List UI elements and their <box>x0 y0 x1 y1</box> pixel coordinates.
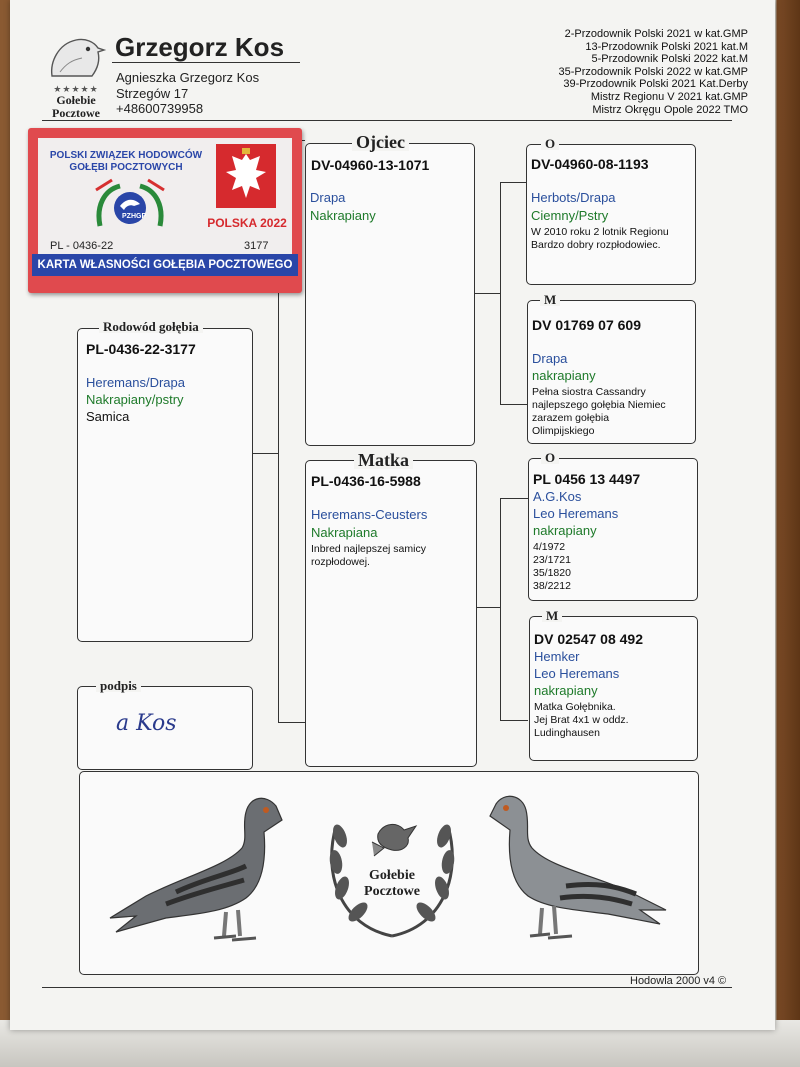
achievement-item: Mistrz Okręgu Opole 2022 TMO <box>592 103 748 116</box>
pigeon-legend: Rodowód gołębia <box>99 320 203 333</box>
logo-stars: ★★★★★ <box>53 84 99 94</box>
breeder-name: Grzegorz Kos <box>115 32 285 62</box>
connector-pigeon <box>251 453 278 454</box>
card-badge: PZHGP <box>122 213 147 220</box>
connector-father-h <box>473 293 500 294</box>
pigeon-right-icon <box>476 786 672 954</box>
mf-result: 38/2212 <box>533 580 571 592</box>
footer-divider <box>42 987 732 988</box>
mother-box <box>305 460 477 767</box>
pigeon-head-icon <box>42 32 110 80</box>
ff-ring: DV-04960-08-1193 <box>531 156 649 172</box>
mf-breeder: A.G.Kos <box>533 489 582 504</box>
pigeon-left-icon <box>106 786 296 954</box>
mf-result: 35/1820 <box>533 567 571 579</box>
fm-note-line: Olimpijskiego <box>532 425 595 437</box>
mf-result: 23/1721 <box>533 554 571 566</box>
father-box <box>305 143 475 446</box>
signature: a Kos <box>116 711 177 736</box>
mf-color: nakrapiany <box>533 523 597 538</box>
connector-father-vertical <box>500 182 501 404</box>
ff-note-line: W 2010 roku 2 lotnik Regionu <box>531 226 669 238</box>
pigeon-box <box>77 328 253 642</box>
connector-mf <box>500 498 528 499</box>
card-org-line2: GOŁĘBI POCZTOWYCH <box>69 162 183 173</box>
pigeon-strain: Heremans/Drapa <box>86 375 185 390</box>
fm-ring: DV 01769 07 609 <box>532 317 641 333</box>
mm-note-line: Jej Brat 4x1 w oddz. <box>534 714 629 726</box>
fm-note-line: najlepszego gołębia Niemiec <box>532 399 666 411</box>
connector-mother-h <box>473 607 500 608</box>
mm-ring: DV 02547 08 492 <box>534 631 643 647</box>
fm-box <box>527 300 696 444</box>
connector-mm <box>500 720 528 721</box>
mother-ring: PL-0436-16-5988 <box>311 473 421 489</box>
connector-fm <box>500 404 527 405</box>
mm-note-line: Matka Gołębnika. <box>534 701 616 713</box>
ff-color: Ciemny/Pstry <box>531 208 609 223</box>
mother-legend: Matka <box>354 451 413 469</box>
banner-text-line2: Pocztowe <box>364 884 420 899</box>
pzhgp-emblem-icon <box>90 176 170 236</box>
header-underline <box>112 62 300 63</box>
mf-result: 4/1972 <box>533 541 566 553</box>
fm-note-line: zarazem gołębia <box>532 412 610 424</box>
pigeon-ring: PL-0436-22-3177 <box>86 341 196 357</box>
mm-note-line: Ludinghausen <box>534 727 600 739</box>
mm-box <box>529 616 698 761</box>
connector-main-to-mother <box>278 722 305 723</box>
card-panel <box>38 138 292 260</box>
achievement-item: 5-Przodownik Polski 2022 kat.M <box>591 53 748 66</box>
card-ring-right: 3177 <box>244 240 269 252</box>
laurel-wreath-icon <box>312 786 472 946</box>
pigeon-color: Nakrapiany/pstry <box>86 392 184 407</box>
card-ring-left: PL - 0436-22 <box>50 240 114 252</box>
logo-text-line1: Gołebie <box>56 93 96 107</box>
signature-legend: podpis <box>96 679 141 692</box>
achievement-item: 2-Przodownik Polski 2021 w kat.GMP <box>564 28 748 40</box>
ff-note-line: Bardzo dobry rozpłodowiec. <box>531 239 661 251</box>
achievement-item: 35-Przodownik Polski 2022 w kat.GMP <box>558 65 748 78</box>
banner-box <box>79 771 699 975</box>
breeder-logo <box>42 32 110 120</box>
connector-ff <box>500 182 526 183</box>
fm-color: nakrapiany <box>532 368 596 383</box>
card-org-line1: POLSKI ZWIĄZEK HODOWCÓW <box>49 150 203 161</box>
signature-box <box>77 686 253 770</box>
achievement-item: 13-Przodownik Polski 2021 kat.M <box>585 40 748 53</box>
achievement-item: 39-Przodownik Polski 2021 Kat.Derby <box>563 78 748 91</box>
father-legend: Ojciec <box>352 133 409 151</box>
phone: +48600739958 <box>116 101 204 116</box>
fm-strain: Drapa <box>532 351 568 366</box>
mf-strain: Leo Heremans <box>533 506 619 521</box>
banner-text-line1: Gołebie <box>369 868 415 883</box>
polish-eagle-icon <box>216 144 276 208</box>
mf-legend: O <box>541 451 559 464</box>
mm-legend: M <box>542 609 562 622</box>
mm-breeder: Hemker <box>534 649 580 664</box>
father-ring: DV-04960-13-1071 <box>311 157 430 173</box>
card-country-year: POLSKA 2022 <box>207 216 287 230</box>
connector-mother-vertical <box>500 498 501 720</box>
address: Strzegów 17 <box>116 86 189 101</box>
fm-legend: M <box>540 293 560 306</box>
mother-note: Inbred najlepszej samicy rozpłodowej. <box>311 543 426 568</box>
software-credit: Hodowla 2000 v4 © <box>630 975 727 987</box>
header-divider <box>42 120 732 121</box>
ff-box <box>526 144 696 285</box>
ff-strain: Herbots/Drapa <box>531 190 616 205</box>
mother-strain: Heremans-Ceusters <box>311 507 428 522</box>
mm-strain: Leo Heremans <box>534 666 620 681</box>
card-footer: KARTA WŁASNOŚCI GOŁĘBIA POCZTOWEGO <box>32 254 298 276</box>
mf-ring: PL 0456 13 4497 <box>533 471 641 487</box>
father-color: Nakrapiany <box>310 208 376 223</box>
father-strain: Drapa <box>310 190 346 205</box>
ff-legend: O <box>541 137 559 150</box>
logo-text-line2: Pocztowe <box>52 106 100 120</box>
ownership-card <box>28 128 302 293</box>
pigeon-sex: Samica <box>86 409 130 424</box>
mother-color: Nakrapiana <box>311 525 378 540</box>
fm-note-line: Pełna siostra Cassandry <box>532 386 646 398</box>
achievement-item: Mistrz Regionu V 2021 kat.GMP <box>590 90 748 103</box>
mf-box <box>528 458 698 601</box>
owners-name: Agnieszka Grzegorz Kos <box>116 70 260 85</box>
mm-color: nakrapiany <box>534 683 598 698</box>
achievements-list <box>558 28 748 116</box>
